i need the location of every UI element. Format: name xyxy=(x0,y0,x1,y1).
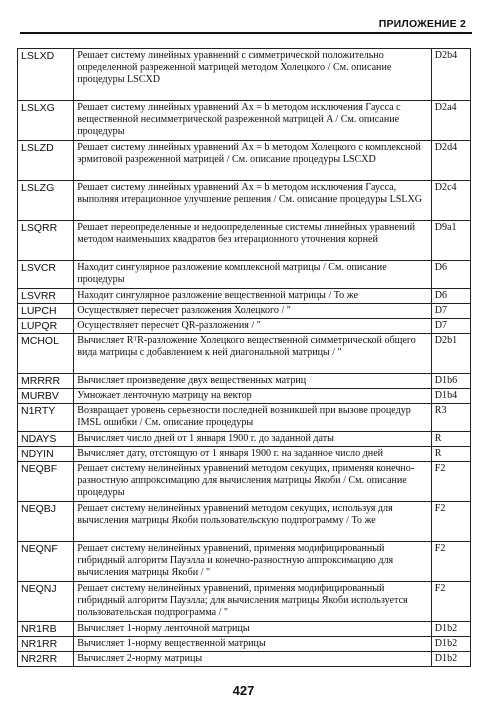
table-row xyxy=(18,404,471,432)
table-row xyxy=(18,652,471,667)
procedure-name: LSLZD xyxy=(18,141,74,181)
procedure-description: Вычисляет произведение двух вещественных матриц xyxy=(74,374,432,389)
procedure-description: Находит сингулярное разложение вещественной матрицы / То же xyxy=(74,289,432,304)
procedure-class-code: D7 xyxy=(431,319,470,334)
procedure-description: Находит сингулярное разложение комплексной матрицы / См. описание процедуры xyxy=(74,261,432,289)
table-row xyxy=(18,101,471,141)
table-row xyxy=(18,374,471,389)
procedure-class-code: D2d4 xyxy=(431,141,470,181)
procedure-description: Вычисляет RᵀR-разложение Холецкого вещественной симметрической общего вида матрицы с добавлением к ней диагональной матрицы / " xyxy=(74,334,432,374)
header-rule xyxy=(20,32,472,34)
table-row xyxy=(18,432,471,447)
table-row xyxy=(18,289,471,304)
header-title: ПРИЛОЖЕНИЕ 2 xyxy=(378,18,466,30)
procedure-description: Решает переопределенные и недоопределенные системы линейных уравнений методом наименьших квадратов без итерационного уточнения корней xyxy=(74,221,432,261)
procedure-description: Решает систему линейных уравнений Ax = b методом Холецкого с комплексной эрмитовой разреженной матрицей / См. описание процедуры LSCXD xyxy=(74,141,432,181)
procedure-name: LSVCR xyxy=(18,261,74,289)
procedure-class-code: R3 xyxy=(431,404,470,432)
procedure-name: NR1RR xyxy=(18,637,74,652)
procedure-class-code: D2a4 xyxy=(431,101,470,141)
table-row xyxy=(18,389,471,404)
table-row xyxy=(18,637,471,652)
table-row xyxy=(18,181,471,221)
procedure-name: LSLXD xyxy=(18,49,74,101)
procedure-name: MURBV xyxy=(18,389,74,404)
procedure-description: Вычисляет 1-норму ленточной матрицы xyxy=(74,622,432,637)
procedure-name: NDYIN xyxy=(18,447,74,462)
table-row xyxy=(18,542,471,582)
procedure-description: Возвращает уровень серьезности последней возникшей при вызове процедур IMSL ошибки / См. описание процедуры xyxy=(74,404,432,432)
procedure-name: LUPCH xyxy=(18,304,74,319)
procedure-class-code: D9a1 xyxy=(431,221,470,261)
procedure-description: Решает систему нелинейных уравнений, применяя модифицированный гибридный алгоритм Пауэлла и конечно-разностную аппроксимацию для вычисления матрицы Якоби / " xyxy=(74,542,432,582)
procedure-class-code: D2c4 xyxy=(431,181,470,221)
procedure-class-code: D1b2 xyxy=(431,637,470,652)
procedure-class-code: D6 xyxy=(431,261,470,289)
table-row xyxy=(18,304,471,319)
procedure-name: NR2RR xyxy=(18,652,74,667)
procedure-class-code: D1b6 xyxy=(431,374,470,389)
procedure-class-code: D1b4 xyxy=(431,389,470,404)
procedure-table-body xyxy=(18,49,471,667)
procedure-name: NR1RB xyxy=(18,622,74,637)
procedure-class-code: D6 xyxy=(431,289,470,304)
procedure-description: Решает систему нелинейных уравнений, применяя модифицированный гибридный алгоритм Пауэлла; для вычисления матрицы Якоби используется пользовательская подпрограмма / " xyxy=(74,582,432,622)
table-row xyxy=(18,221,471,261)
procedure-description: Решает систему линейных уравнений Ax = b методом исключения Гаусса, выполняя итерационное улучшение решения / См. описание процедуры LSLXG xyxy=(74,181,432,221)
procedure-description: Осуществляет пересчет QR-разложения / " xyxy=(74,319,432,334)
procedure-name: N1RTY xyxy=(18,404,74,432)
procedure-description: Вычисляет число дней от 1 января 1900 г. до заданной даты xyxy=(74,432,432,447)
table-row xyxy=(18,49,471,101)
procedure-description: Осуществляет пересчет разложения Холецкого / " xyxy=(74,304,432,319)
procedure-name: NEQNJ xyxy=(18,582,74,622)
procedure-description: Вычисляет 1-норму вещественной матрицы xyxy=(74,637,432,652)
procedure-class-code: F2 xyxy=(431,582,470,622)
procedure-name: LUPQR xyxy=(18,319,74,334)
procedure-class-code: D1b2 xyxy=(431,652,470,667)
table-row xyxy=(18,622,471,637)
table-row xyxy=(18,447,471,462)
procedure-name: LSQRR xyxy=(18,221,74,261)
procedure-description: Вычисляет дату, отстоящую от 1 января 1900 г. на заданное число дней xyxy=(74,447,432,462)
procedure-table xyxy=(17,48,471,667)
procedure-description: Решает систему нелинейных уравнений методом секущих, применяя конечно-разностную аппроксимацию для вычисления матрицы Якоби / См. описание процедуры xyxy=(74,462,432,502)
procedure-class-code: D1b2 xyxy=(431,622,470,637)
procedure-name: MCHOL xyxy=(18,334,74,374)
table-row xyxy=(18,334,471,374)
table-row xyxy=(18,261,471,289)
procedure-class-code: R xyxy=(431,432,470,447)
procedure-name: NEQBJ xyxy=(18,502,74,542)
table-row xyxy=(18,502,471,542)
table-row xyxy=(18,462,471,502)
procedure-name: NEQBF xyxy=(18,462,74,502)
procedure-name: LSVRR xyxy=(18,289,74,304)
procedure-name: LSLZG xyxy=(18,181,74,221)
procedure-name: LSLXG xyxy=(18,101,74,141)
procedure-description: Решает систему нелинейных уравнений методом секущих, используя для вычисления матрицы Якоби пользовательскую подпрограмму / То же xyxy=(74,502,432,542)
procedure-description: Вычисляет 2-норму матрицы xyxy=(74,652,432,667)
procedure-name: MRRRR xyxy=(18,374,74,389)
table-row xyxy=(18,141,471,181)
procedure-class-code: F2 xyxy=(431,542,470,582)
procedure-description: Решает систему линейных уравнений с симметрической положительно определенной разреженной матрицей методом Холецкого / См. описание процедуры LSCXD xyxy=(74,49,432,101)
page-number: 427 xyxy=(232,683,255,698)
procedure-description: Решает систему линейных уравнений Ax = b методом исключения Гаусса с вещественной несимметрической разреженной матрицей A / См. описание процедуры xyxy=(74,101,432,141)
procedure-class-code: D7 xyxy=(431,304,470,319)
procedure-class-code: D2b4 xyxy=(431,49,470,101)
procedure-name: NEQNF xyxy=(18,542,74,582)
procedure-class-code: F2 xyxy=(431,462,470,502)
running-header xyxy=(20,0,472,34)
table-row xyxy=(18,319,471,334)
procedure-class-code: F2 xyxy=(431,502,470,542)
procedure-class-code: R xyxy=(431,447,470,462)
procedure-name: NDAYS xyxy=(18,432,74,447)
procedure-description: Умножает ленточную матрицу на вектор xyxy=(74,389,432,404)
table-row xyxy=(18,582,471,622)
procedure-class-code: D2b1 xyxy=(431,334,470,374)
